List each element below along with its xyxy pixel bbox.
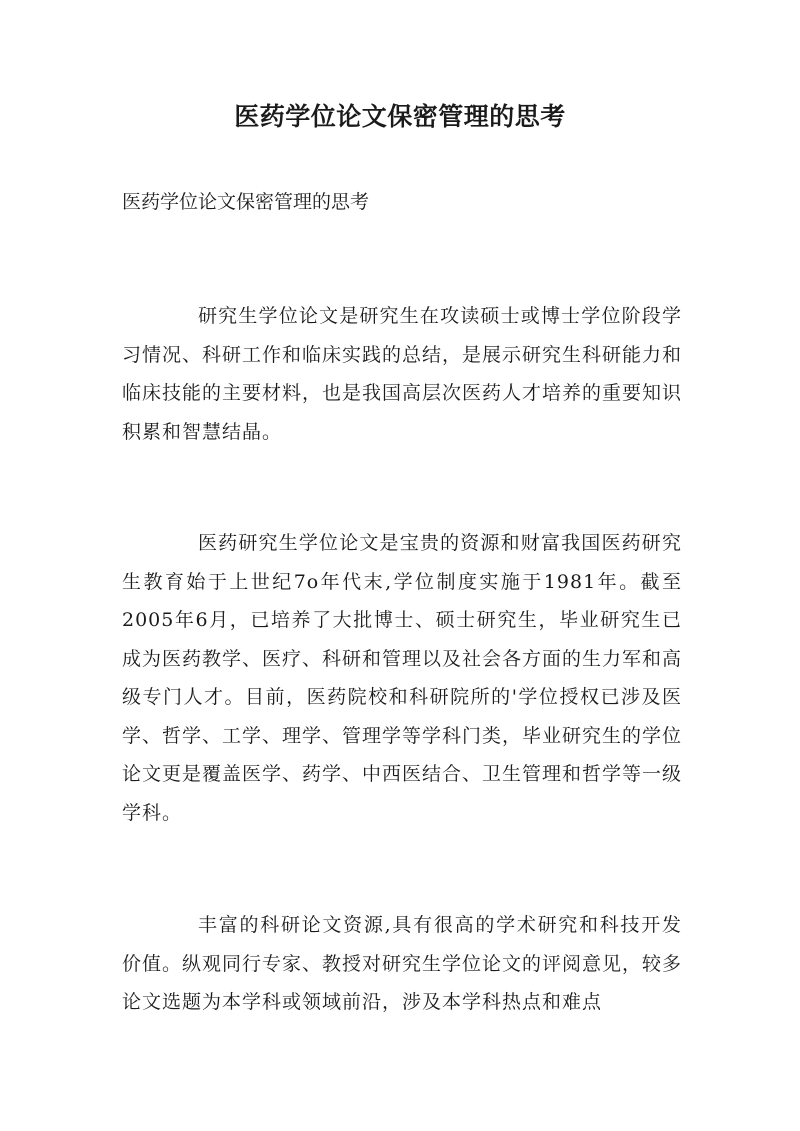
document-subtitle: 医药学位论文保密管理的思考 [122, 191, 370, 213]
paragraph-3: 丰富的科研论文资源,具有很高的学术研究和科技开发价值。纵观同行专家、教授对研究生学位论文的评阅意见，较多论文选题为本学科或领域前沿，涉及本学科热点和难点 [122, 914, 683, 1013]
document-title: 医药学位论文保密管理的思考 [234, 102, 566, 131]
paragraph-1: 研究生学位论文是研究生在攻读硕士或博士学位阶段学习情况、科研工作和临床实践的总结，是展示研究生科研能力和临床技能的主要材料，也是我国高层次医药人才培养的重要知识积累和智慧结晶。 [122, 305, 683, 443]
paragraph-2: 医药研究生学位论文是宝贵的资源和财富我国医药研究生教育始于上世纪7o年代末,学位制度实施于1981年。截至2005年6月，已培养了大批博士、硕士研究生，毕业研究生已成为医药教学、医疗、科研和管理以及社会各方面的生力军和高级专门人才。目前，医药院校和科研院所的'学位授权已涉及医学、哲学、工学、理学、管理学等学科门类，毕业研究生的学位论文更是覆盖医学、药学、中西医结合、卫生管理和哲学等一级学科。 [122, 532, 683, 824]
